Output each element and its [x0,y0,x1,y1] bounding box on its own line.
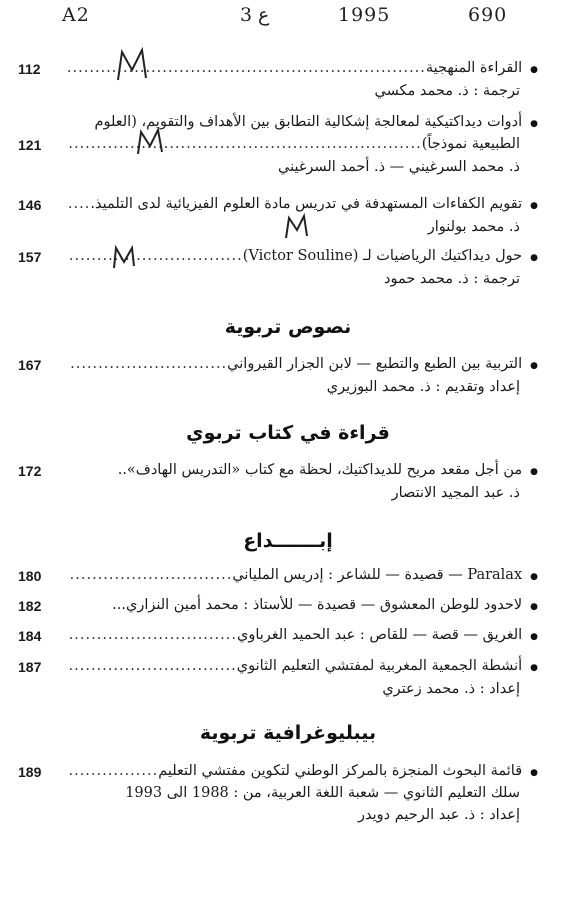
bullet-icon: ● [530,602,538,612]
leader-dots [68,356,227,372]
toc-entry-author: ترجمة : ذ. محمد حمود [384,271,520,287]
toc-entry[interactable] [18,114,538,180]
toc-entry-page: 184 [18,628,42,644]
toc-entry-line [68,597,538,619]
bullet-icon: ● [530,572,538,582]
bullet-icon: ● [530,201,538,211]
toc-entry-subtitle: سلك التعليم الثانوي — شعبة اللغة العربية، من : 1988 الى 1993 [125,785,520,801]
section-heading-bibliography: بيبليوغرافية تربوية [199,722,377,744]
toc-entry[interactable] [18,597,538,621]
toc-entry-title: أنشطة الجمعية المغربية لمفتشي التعليم الثانوي [236,658,523,674]
toc-entry-author: ذ. عبد المجيد الانتصار [391,485,520,501]
section-heading-book-reading: قراءة في كتاب تربوي [186,422,390,444]
leader-dots [68,567,232,583]
bullet-icon: ● [530,768,538,778]
bullet-icon: ● [530,361,538,371]
toc-entry[interactable] [18,60,538,104]
toc-entry-title: الغريق — قصة — للقاص : عبد الحميد الغرباوي [236,627,523,643]
toc-entry-line [68,462,538,484]
section-heading-creation: إبـــــــداع [243,530,333,552]
toc-entry-page: 112 [18,61,41,77]
toc-entry-title: لاحدود للوطن المعشوق — قصيدة — للأستاذ : محمد أمين النزاري... [112,597,523,613]
toc-entry[interactable] [18,356,538,400]
bullet-icon: ● [530,663,538,673]
toc-entry-title-continued-line [68,136,520,158]
toc-entry-page: 172 [18,463,42,479]
toc-entry[interactable] [18,462,538,506]
toc-entry-page: 167 [18,357,42,373]
toc-entry-line [68,60,538,82]
leader-dots [68,627,237,643]
toc-entry-line [68,114,538,136]
toc-entry-author: ذ. محمد بولنوار [427,219,520,235]
bullet-icon: ● [530,65,538,75]
leader-dots [68,763,158,779]
toc-entry-line [68,567,538,589]
handwritten-code: A2 [62,4,90,26]
toc-entry-line [68,248,538,270]
toc-entry-page: 121 [18,137,42,153]
handwritten-year: 1995 [338,4,391,26]
toc-entry-author: إعداد : ذ. محمد زعتري [382,681,520,697]
toc-entry[interactable] [18,658,538,702]
toc-entry-page: 146 [18,197,42,213]
toc-entry-line [68,356,538,378]
toc-entry-title: من أجل مقعد مريح للديداكتيك، لحظة مع كتاب «التدريس الهادف».. [117,462,523,478]
toc-entry-author: ترجمة : ذ. محمد مكسي [374,83,520,99]
toc-entry-line [68,196,538,218]
toc-entry[interactable] [18,248,538,292]
toc-entry-page: 180 [18,568,42,584]
toc-entry-title: Paralax — قصيدة — للشاعر : إدريس الملياني [232,567,523,583]
toc-entry-line [68,763,538,785]
toc-entry-author: إعداد وتقديم : ذ. محمد البوزيري [326,379,520,395]
toc-entry-page: 157 [18,249,42,265]
toc-entry-title-continued: الطبيعية نموذجاً) [421,136,520,152]
handwritten-number: 690 [468,4,508,26]
toc-entry-title: قائمة البحوث المنجزة بالمركز الوطني لتكوين مفتشي التعليم [158,763,523,779]
toc-entry-title: القراءة المنهجية [425,60,523,76]
toc-entry-page: 182 [18,598,42,614]
toc-entry-page: 189 [18,764,42,780]
section-heading-educational-texts: نصوص تربوية [224,316,352,338]
handwritten-letter: ع [258,4,270,26]
toc-entry-line [68,658,538,680]
leader-dots [68,136,422,152]
leader-dots [68,658,237,674]
toc-entry-title: أدوات ديداكتيكية لمعالجة إشكالية التطابق بين الأهداف والتقويم، (العلوم [94,114,523,130]
toc-entry-author: إعداد : ذ. عبد الرحيم دويدر [358,807,520,823]
leader-dots [68,60,426,76]
toc-entry-title: التربية بين الطبع والتطبع — لابن الجزار القيرواني [227,356,523,372]
toc-entry-title: حول ديداكتيك الرياضيات لـ (Victor Souline) [242,248,523,264]
bullet-icon: ● [530,119,538,129]
toc-entry-title: تقويم الكفاءات المستهدفة في تدريس مادة العلوم الفيزيائية لدى التلميذ. [90,196,523,212]
leader-dots [68,196,90,212]
toc-entry-page: 187 [18,659,42,675]
toc-entry[interactable] [18,627,538,651]
bullet-icon: ● [530,632,538,642]
toc-entry-author: ذ. محمد السرغيني — ذ. أحمد السرغيني [278,159,520,175]
toc-entry-line [68,627,538,649]
bullet-icon: ● [530,467,538,477]
toc-entry[interactable] [18,196,538,240]
toc-entry[interactable] [18,567,538,591]
leader-dots [68,248,243,264]
toc-entry[interactable] [18,763,538,833]
bullet-icon: ● [530,253,538,263]
handwritten-mark: 3 [240,4,254,26]
